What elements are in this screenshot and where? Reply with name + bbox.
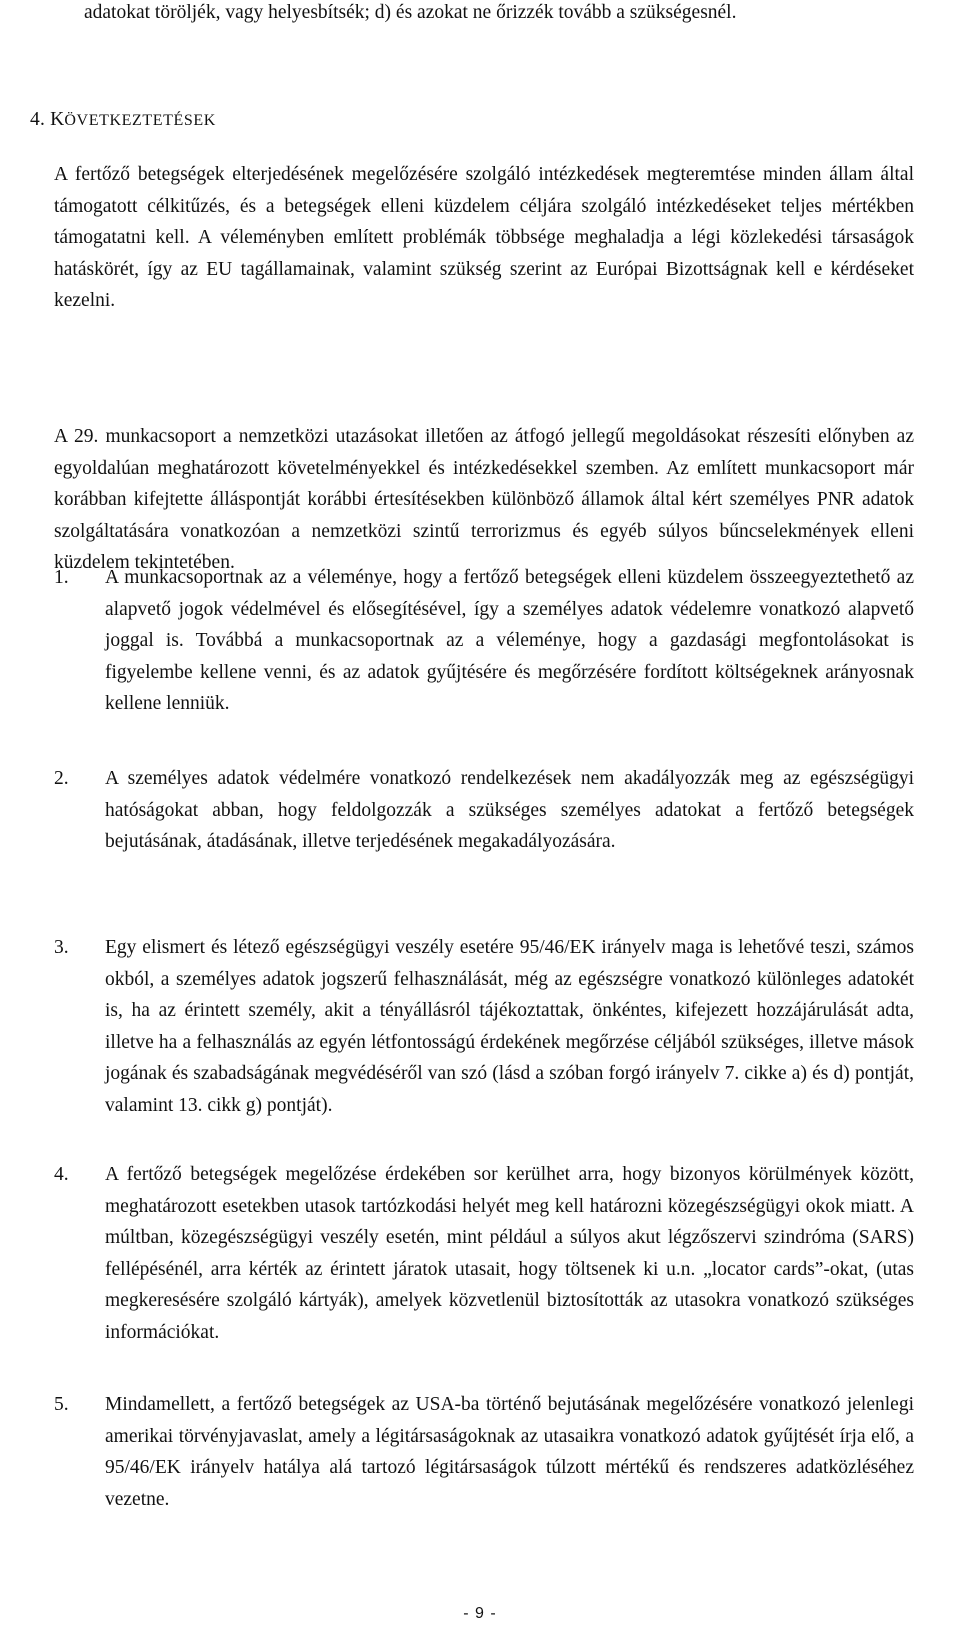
list-item-number: 1. [54, 567, 69, 588]
section-heading [30, 104, 216, 137]
list-item-number: 5. [54, 1394, 69, 1415]
list-item-number: 3. [54, 937, 69, 958]
list-item-text: A személyes adatok védelmére vonatkozó rendelkezések nem akadályozzák meg az egészségügyi hatóságokat abban, hogy feldolgozzák a szükséges személyes adatokat a fertőző betegségek bejutásának, átadásának, illetve terjedésének megakadályozására. [105, 768, 914, 852]
list-item-text: Mindamellett, a fertőző betegségek az USA-ba történő bejutásának megelőzésére vonatkozó jelenlegi amerikai törvényjavaslat, amely a légitársaságoknak az utasaikra vonatkozó adatok gyűjtését írja elő, a 95/46/EK irányelv hatálya alá tartozó légitársaságok túlzott mértékű és rendszeres adatközléséhez vezetne. [105, 1394, 914, 1510]
page-number: - 9 - [463, 1605, 497, 1622]
section-title-rest: ÖVETKEZTETÉSEK [64, 112, 216, 129]
paragraph-1: A fertőző betegségek elterjedésének megelőzésére szolgáló intézkedések megteremtése minden állam által támogatott célkitűzés, és a betegségek elleni küzdelem céljára szolgáló intézkedéseket teljes mértékben támogatatni kell. A véleményben említett problémák többsége meghaladja a légi közlekedési társaságok hatáskörét, így az EU tagállamainak, valamint szükség szerint az Európai Bizottságnak kell e kérdéseket kezelni. [54, 164, 914, 311]
section-number: 4. [30, 109, 46, 130]
list-item-text: A fertőző betegségek megelőzése érdekében sor kerülhet arra, hogy bizonyos körülmények között, meghatározott esetekben utasok tartózkodási helyét meg kell határozni közegészségügyi okok miatt. A múltban, közegészségügyi veszély esetén, mint például a súlyos akut légzőszervi szindróma (SARS) fellépésénél, arra kérték az érintett járatok utasait, hogy töltsenek ki u.n. „locator cards”-okat, (utas megkeresésére szolgáló kártyák), amelyek közvetlenül biztosították az utasokra vonatkozó szükséges információkat. [105, 1164, 914, 1343]
section-title-initial: K [50, 109, 65, 130]
intro-paragraph: adatokat töröljék, vagy helyesbítsék; d) és azokat ne őrizzék tovább a szükségesnél. [84, 2, 737, 23]
list-item-text: Egy elismert és létező egészségügyi veszély esetére 95/46/EK irányelv maga is lehetővé teszi, számos okból, a személyes adatok jogszerű felhasználását, még az egészségre vonatkozó különleges adatokét is, ha az érintett személy, akit a tényállásról tájékoztattak, önkéntes, kifejezett hozzájárulását adta, illetve ha a felhasználás az egyén létfontosságú érdekének megőrzése céljából szükséges, illetve mások jogának és szabadságának megvédéséről van szó (lásd a szóban forgó irányelv 7. cikke a) és d) pontját, valamint 13. cikk g) pontját). [105, 937, 914, 1116]
list-item-number: 2. [54, 768, 69, 789]
paragraph-2: A 29. munkacsoport a nemzetközi utazásokat illetően az átfogó jellegű megoldásokat részesíti előnyben az egyoldalúan meghatározott követelményekkel és intézkedésekkel szemben. Az említett munkacsoport már korábban kifejtette álláspontját korábbi értesítésekben különböző államok által kért személyes PNR adatok szolgáltatására vonatkozóan a nemzetközi szintű terrorizmus és egyéb súlyos bűncselekmények elleni küzdelem tekintetében. [54, 426, 914, 573]
list-item-text: A munkacsoportnak az a véleménye, hogy a fertőző betegségek elleni küzdelem összeegyeztethető az alapvető jogok védelmével és elősegítésével, így a személyes adatok védelemre vonatkozó alapvető joggal is. Továbbá a munkacsoportnak az a véleménye, hogy a gazdasági megfontolásokat is figyelembe kellene venni, és az adatok gyűjtésére és megőrzésére fordított költségeknek arányosnak kellene lenniük. [105, 567, 914, 714]
list-item-number: 4. [54, 1164, 69, 1185]
